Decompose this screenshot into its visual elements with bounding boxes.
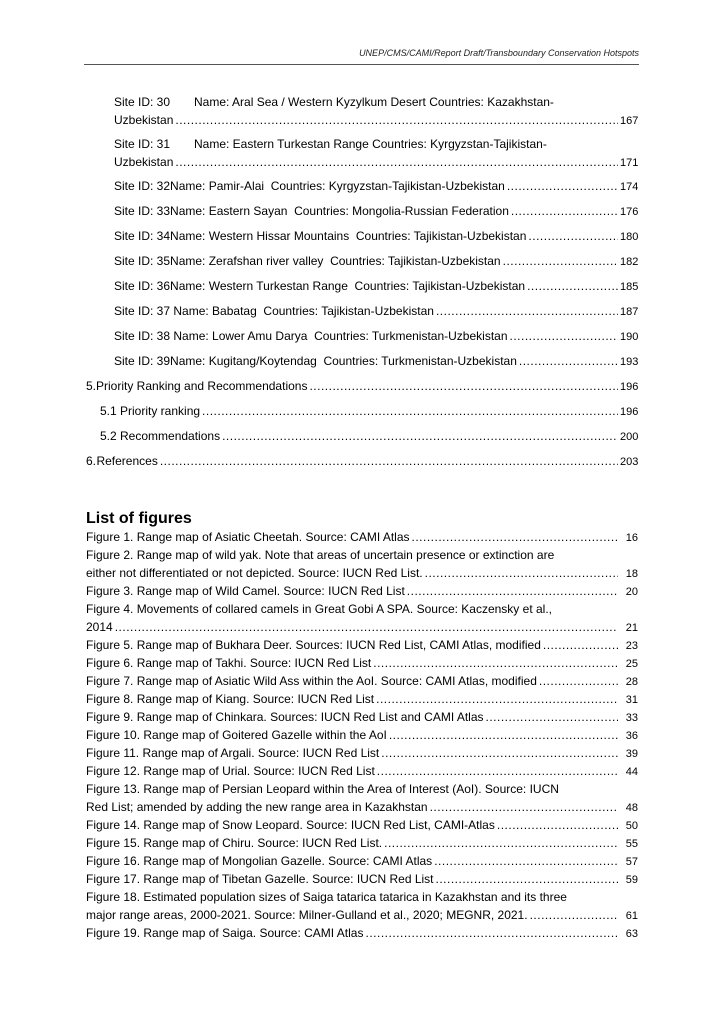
figure-caption: Figure 14. Range map of Snow Leopard. Source: IUCN Red List, CAMI-Atlas — [86, 818, 495, 832]
figure-caption: Figure 6. Range map of Takhi. Source: IUCN Red List — [86, 656, 372, 670]
toc-section-5-1[interactable] — [100, 403, 638, 420]
toc-page-number: 187 — [620, 306, 639, 318]
toc-leader — [115, 619, 618, 635]
page-header: UNEP/CMS/CAMI/Report Draft/Transboundary Conservation Hotspots — [359, 48, 639, 58]
toc-page-number: 193 — [620, 356, 639, 368]
figure-entry[interactable] — [86, 601, 638, 636]
figure-caption: Figure 8. Range map of Kiang. Source: IUCN Red List — [86, 692, 375, 706]
toc-leader — [376, 691, 618, 707]
toc-leader — [511, 203, 618, 219]
figure-page-number: 50 — [625, 820, 638, 832]
figure-page-number: 57 — [625, 856, 638, 868]
site-title: Name: Eastern Turkestan Range Countries: Kyrgyzstan-Tajikistan- — [194, 137, 547, 151]
figure-page-number: 44 — [625, 766, 638, 778]
toc-site-entry[interactable] — [114, 228, 638, 245]
figure-page-number: 63 — [625, 928, 638, 940]
site-id: Site ID: 39 — [114, 354, 171, 368]
site-title: Name: Aral Sea / Western Kyzylkum Desert Countries: Kazakhstan- — [194, 95, 554, 109]
toc-section-title: References — [96, 454, 158, 468]
figure-caption: Figure 4. Movements of collared camels in Great Gobi A SPA. Source: Kaczensky et al., — [86, 602, 552, 616]
figure-entry[interactable] — [86, 637, 638, 654]
toc-page-number: 200 — [620, 431, 639, 443]
toc-leader — [175, 112, 618, 128]
toc-leader — [497, 817, 618, 833]
toc-leader — [389, 727, 618, 743]
toc-leader — [510, 328, 619, 344]
figure-caption: Figure 18. Estimated population sizes of Saiga tatarica tatarica in Kazakhstan and its three — [86, 890, 567, 904]
figure-caption: Figure 15. Range map of Chiru. Source: IUCN Red List. — [86, 836, 383, 850]
figure-entry[interactable] — [86, 745, 638, 762]
toc-leader — [407, 583, 618, 599]
toc-leader — [222, 428, 618, 444]
figure-page-number: 25 — [625, 658, 638, 670]
site-title-continued: Uzbekistan — [114, 155, 174, 169]
toc-leader — [436, 303, 618, 319]
toc-section-5[interactable] — [86, 378, 638, 395]
toc-leader — [519, 353, 618, 369]
figure-caption-continued: 2014 — [86, 620, 113, 634]
toc-leader — [543, 637, 618, 653]
figure-caption: Figure 16. Range map of Mongolian Gazelle. Source: CAMI Atlas — [86, 854, 433, 868]
toc-page-number: 167 — [620, 115, 639, 127]
toc-leader — [430, 799, 618, 815]
figure-page-number: 20 — [625, 586, 638, 598]
toc-leader — [507, 178, 618, 194]
figure-entry[interactable] — [86, 547, 638, 582]
site-id: Site ID: 35 — [114, 254, 171, 268]
toc-site-entry[interactable] — [114, 178, 638, 195]
toc-leader — [436, 871, 618, 887]
toc-section-title: 5.2 Recommendations — [100, 429, 221, 443]
figure-entry[interactable] — [86, 889, 638, 924]
toc-page-number: 190 — [620, 331, 639, 343]
figure-page-number: 18 — [625, 568, 638, 580]
site-title: Name: Eastern Sayan Countries: Mongolia-Russian Federation — [170, 204, 509, 218]
header-divider — [84, 64, 639, 65]
figure-caption: Figure 17. Range map of Tibetan Gazelle. Source: IUCN Red List — [86, 872, 434, 886]
toc-page-number: 180 — [620, 231, 639, 243]
site-title-continued: Uzbekistan — [114, 113, 174, 127]
site-id: Site ID: 32 — [114, 179, 171, 193]
toc-leader — [384, 835, 618, 851]
toc-leader — [486, 709, 618, 725]
site-id: Site ID: 37 — [114, 304, 171, 318]
toc-section-title: 5.1 Priority ranking — [100, 404, 201, 418]
figure-page-number: 39 — [625, 748, 638, 760]
site-id: Site ID: 31 — [114, 137, 171, 151]
figure-entry[interactable] — [86, 763, 638, 780]
site-title: Name: Kugitang/Koytendag Countries: Turkmenistan-Uzbekistan — [170, 354, 517, 368]
figure-entry[interactable] — [86, 709, 638, 726]
site-title: Name: Pamir-Alai Countries: Kyrgyzstan-Tajikistan-Uzbekistan — [170, 179, 505, 193]
toc-site-entry[interactable] — [114, 303, 638, 320]
toc-leader — [160, 453, 618, 469]
figure-entry[interactable] — [86, 835, 638, 852]
toc-leader — [377, 763, 618, 779]
figure-caption: Figure 1. Range map of Asiatic Cheetah. Source: CAMI Atlas — [86, 530, 410, 544]
figure-page-number: 36 — [625, 730, 638, 742]
toc-site-entry[interactable] — [114, 94, 638, 129]
figure-entry[interactable] — [86, 583, 638, 600]
toc-page-number: 176 — [620, 206, 639, 218]
figure-caption: Figure 19. Range map of Saiga. Source: CAMI Atlas — [86, 926, 364, 940]
site-title: Name: Western Hissar Mountains Countries: Tajikistan-Uzbekistan — [170, 229, 527, 243]
toc-page-number: 185 — [620, 281, 639, 293]
site-id: Site ID: 30 — [114, 95, 171, 109]
figure-caption: Figure 9. Range map of Chinkara. Sources: IUCN Red List and CAMI Atlas — [86, 710, 484, 724]
figure-caption: Figure 5. Range map of Bukhara Deer. Sources: IUCN Red List, CAMI Atlas, modified — [86, 638, 541, 652]
toc-page-number: 196 — [620, 381, 639, 393]
toc-site-entry[interactable] — [114, 253, 638, 270]
toc-leader — [373, 655, 618, 671]
figure-page-number: 33 — [625, 712, 638, 724]
figure-page-number: 28 — [625, 676, 638, 688]
figure-caption-continued: major range areas, 2000-2021. Source: Milner-Gulland et al., 2020; MEGNR, 2021. — [86, 908, 528, 922]
toc-leader — [528, 228, 618, 244]
figure-entry[interactable] — [86, 781, 638, 816]
toc-leader — [539, 673, 618, 689]
toc-page-number: 171 — [620, 157, 639, 169]
figure-caption: Figure 11. Range map of Argali. Source: IUCN Red List — [86, 746, 380, 760]
site-id: Site ID: 34 — [114, 229, 171, 243]
figure-entry[interactable] — [86, 853, 638, 870]
figure-entry[interactable] — [86, 871, 638, 888]
toc-site-entry[interactable] — [114, 203, 638, 220]
figure-page-number: 59 — [625, 874, 638, 886]
figure-entry[interactable] — [86, 691, 638, 708]
site-title: Name: Zerafshan river valley Countries: Tajikistan-Uzbekistan — [170, 254, 501, 268]
toc-site-entry[interactable] — [114, 353, 638, 370]
toc-leader — [202, 403, 618, 419]
toc-section-5-2[interactable] — [100, 428, 638, 445]
toc-site-entry[interactable] — [114, 136, 638, 171]
toc-page-number: 174 — [620, 181, 639, 193]
toc-leader — [381, 745, 618, 761]
toc-leader — [175, 154, 618, 170]
figure-page-number: 23 — [625, 640, 638, 652]
site-title: Name: Lower Amu Darya Countries: Turkmenistan-Uzbekistan — [170, 329, 508, 343]
toc-page-number: 203 — [620, 456, 639, 468]
figure-page-number: 61 — [625, 910, 638, 922]
figure-entry[interactable] — [86, 655, 638, 672]
toc-site-entry[interactable] — [114, 328, 638, 345]
figure-caption: Figure 7. Range map of Asiatic Wild Ass within the AoI. Source: CAMI Atlas, modified — [86, 674, 537, 688]
figure-page-number: 55 — [625, 838, 638, 850]
figure-entry[interactable] — [86, 529, 638, 546]
figure-page-number: 48 — [625, 802, 638, 814]
site-id: Site ID: 38 — [114, 329, 171, 343]
toc-section-title: Priority Ranking and Recommendations — [96, 379, 308, 393]
site-title: Name: Western Turkestan Range Countries: Tajikistan-Uzbekistan — [170, 279, 526, 293]
site-title: Name: Babatag Countries: Tajikistan-Uzbekistan — [170, 304, 434, 318]
toc-leader — [425, 565, 618, 581]
toc-leader — [503, 253, 618, 269]
figure-entry[interactable] — [86, 817, 638, 834]
figure-caption: Figure 2. Range map of wild yak. Note that areas of uncertain presence or extinction are — [86, 548, 555, 562]
toc-section-number: 5. — [86, 379, 97, 393]
toc-page-number: 196 — [620, 406, 639, 418]
figure-entry[interactable] — [86, 727, 638, 744]
figure-caption: Figure 12. Range map of Urial. Source: IUCN Red List — [86, 764, 375, 778]
toc-leader — [412, 529, 619, 545]
toc-section-6[interactable] — [86, 453, 638, 470]
toc-leader — [527, 278, 618, 294]
toc-section-number: 6. — [86, 454, 97, 468]
toc-leader — [434, 853, 618, 869]
list-of-figures-heading: List of figures — [86, 510, 192, 527]
site-id: Site ID: 33 — [114, 204, 171, 218]
figure-page-number: 31 — [625, 694, 638, 706]
figure-caption: Figure 3. Range map of Wild Camel. Source: IUCN Red List — [86, 584, 405, 598]
site-id: Site ID: 36 — [114, 279, 171, 293]
figure-caption: Figure 13. Range map of Persian Leopard within the Area of Interest (AoI). Source: IUCN — [86, 782, 559, 796]
figure-caption-continued: Red List; amended by adding the new range area in Kazakhstan — [86, 800, 428, 814]
toc-site-entry[interactable] — [114, 278, 638, 295]
toc-leader — [530, 907, 618, 923]
figure-entry[interactable] — [86, 925, 638, 942]
figure-page-number: 16 — [625, 532, 638, 544]
figure-caption: Figure 10. Range map of Goitered Gazelle within the AoI — [86, 728, 387, 742]
figure-entry[interactable] — [86, 673, 638, 690]
toc-page-number: 182 — [620, 256, 639, 268]
figure-caption-continued: either not differentiated or not depicted. Source: IUCN Red List. — [86, 566, 423, 580]
toc-leader — [309, 378, 618, 394]
toc-leader — [365, 925, 618, 941]
figure-page-number: 21 — [625, 622, 638, 634]
